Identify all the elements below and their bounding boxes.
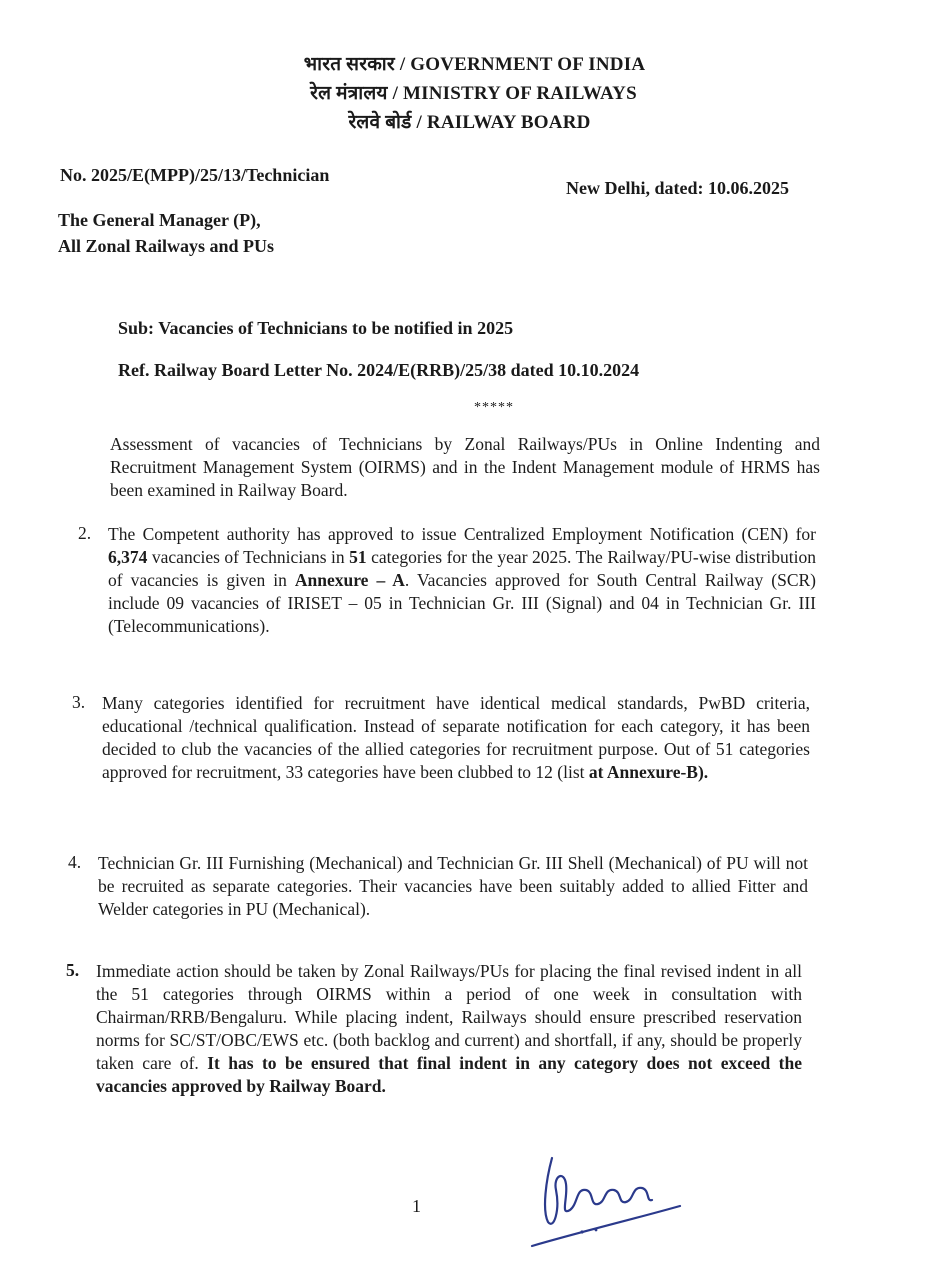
letterhead-board: रेलवे बोर्ड / RAILWAY BOARD — [348, 112, 591, 133]
p2-text-g: . Vacancies approved for South Central Railway (SCR) include 09 vacancies of IRISET – 05 in Technician Gr. III (Signal) and 04 in Technician Gr. III (Telecommunications). — [108, 570, 816, 636]
paragraph-5 — [96, 960, 802, 1098]
p5-emphasis: It has to be ensured that final indent in any category does not exceed the vacancies approved by Railway Board. — [96, 1053, 802, 1096]
p3-annexure-b: at Annexure-B). — [588, 762, 709, 782]
separator-stars: ***** — [474, 400, 514, 415]
letter-place-date: New Delhi, dated: 10.06.2025 — [566, 178, 789, 198]
p2-text-c: vacancies of Technicians in — [147, 547, 350, 567]
signature — [520, 1140, 700, 1260]
letterhead-government: भारत सरकार / GOVERNMENT OF INDIA — [303, 54, 646, 75]
paragraph-3 — [102, 692, 810, 784]
p3-text-a: Many categories identified for recruitment have identical medical standards, PwBD criteria, educational /technical qualification. Instead of separate notification for each category, it has been decided to club the vacancies of the allied categories for recruitment purpose. Out of 51 categories approved for recruitment, 33 categories have been clubbed to 12 (list — [102, 693, 810, 782]
letterhead-ministry: रेल मंत्रालय / MINISTRY OF RAILWAYS — [310, 83, 637, 104]
p5-text-a: Immediate action should be taken by Zonal Railways/PUs for placing the final revised indent in all the 51 categories through OIRMS within a period of one week in consultation with Chairman/RRB/Bengaluru. While placing indent, Railways should ensure prescribed reservation norms for SC/ST/OBC/EWS etc. (both backlog and current) and shortfall, if any, should be properly taken care of. — [96, 961, 802, 1073]
paragraph-5-number: 5. — [66, 960, 80, 980]
p2-text-a: The Competent authority has approved to issue Centralized Employment Notification (CEN) for — [108, 524, 816, 544]
paragraph-4-number: 4. — [68, 852, 82, 872]
paragraph-2-number: 2. — [78, 523, 92, 543]
reference-line: Ref. Railway Board Letter No. 2024/E(RRB)/25/38 dated 10.10.2024 — [118, 360, 640, 380]
paragraph-3-number: 3. — [72, 692, 86, 712]
subject-line: Sub: Vacancies of Technicians to be notified in 2025 — [118, 318, 514, 338]
paragraph-2 — [108, 523, 816, 638]
addressee-line-1: The General Manager (P), — [58, 210, 261, 230]
p2-category-count: 51 — [349, 547, 367, 567]
paragraph-4: Technician Gr. III Furnishing (Mechanical) and Technician Gr. III Shell (Mechanical) of PU will not be recruited as separate categories. Their vacancies have been suitably added to allied Fitter and Welder categories in PU (Mechanical). — [98, 853, 808, 919]
p2-annexure-a: Annexure – A — [294, 570, 405, 590]
letterhead — [0, 50, 937, 137]
p2-vacancy-count: 6,374 — [108, 547, 148, 567]
page-number: 1 — [412, 1196, 421, 1216]
addressee — [58, 207, 274, 259]
addressee-line-2: All Zonal Railways and PUs — [58, 236, 275, 256]
paragraph-1: Assessment of vacancies of Technicians by Zonal Railways/PUs in Online Indenting and Recruitment Management System (OIRMS) and in the Indent Management module of HRMS has been examined in Railway Board. — [110, 434, 820, 500]
p2-text-e: categories for the year 2025. The Railway/PU-wise distribution of vacancies is given in — [108, 547, 816, 590]
letter-number: No. 2025/E(MPP)/25/13/Technician — [60, 165, 330, 185]
